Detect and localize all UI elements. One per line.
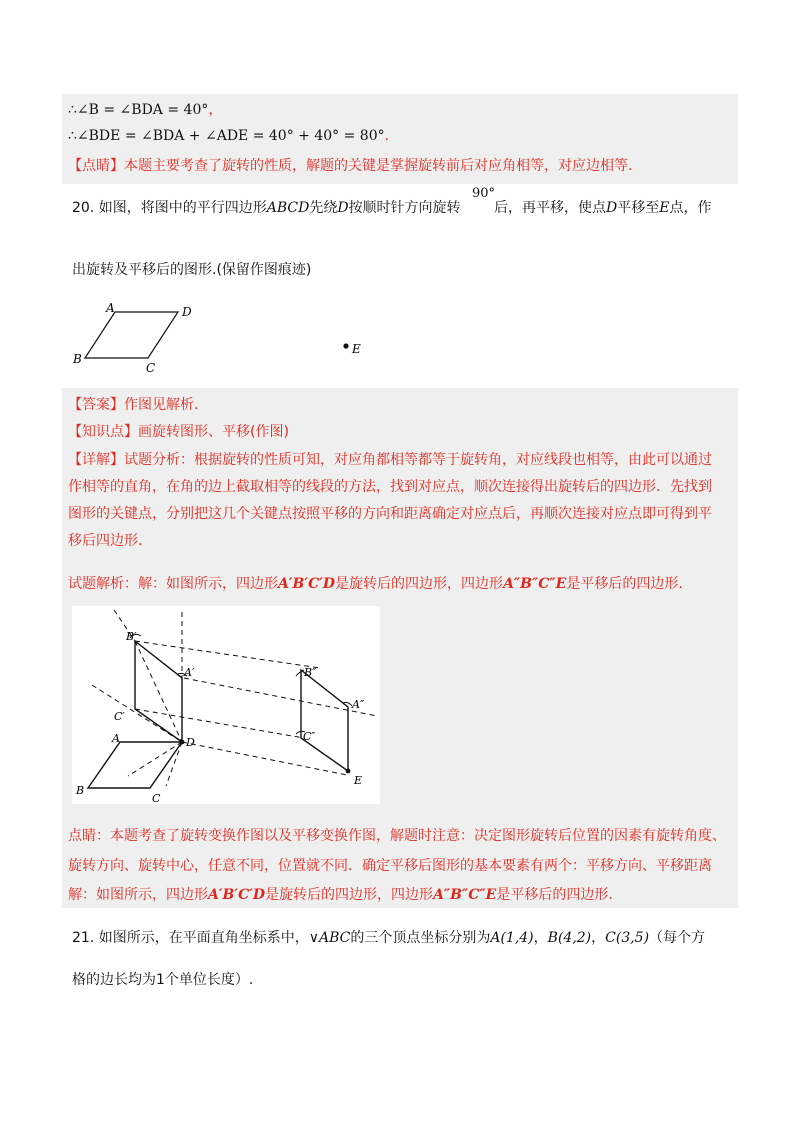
detail-line-4: 移后四边形.	[68, 533, 143, 549]
conclusion-line-1: ∴∠B = ∠BDA = 40°，	[68, 102, 223, 118]
knowledge-point-line: 【知识点】画旋转图形、平移(作图)	[68, 424, 289, 440]
point-a-coord: A(1,4)	[490, 930, 534, 946]
q20-number: 20.	[72, 200, 95, 216]
detail-line-1: 【详解】试题分析：根据旋转的性质可知，对应角都相等都等于旋转角，对应线段也相等，由此可以通过	[68, 452, 712, 468]
label-e: E	[352, 342, 361, 356]
triangle-abc: ∨ABC	[308, 930, 351, 946]
point-e-2	[346, 769, 351, 774]
label-d: D	[182, 305, 192, 319]
point-e	[343, 343, 348, 348]
knowledge-point-tag: 【知识点】	[68, 424, 138, 440]
parallelogram-abcd	[85, 312, 178, 358]
point-b-coord: B(4,2)	[547, 930, 592, 946]
label-b: B	[73, 352, 82, 366]
q20-line-1b: 后，再平移，使点D平移至E点，作	[494, 200, 712, 216]
label-a-2: A	[112, 732, 120, 745]
quad-original	[88, 742, 182, 788]
remark-line-3: 解：如图所示，四边形A′B′C′D是旋转后的四边形，四边形A″B″C″E是平移后的四边形.	[68, 887, 613, 903]
point-c-coord: C(3,5)	[605, 930, 650, 946]
q20-angle: 90°	[472, 186, 496, 201]
comment-text: 本题主要考查了旋转的性质，解题的关键是掌握旋转前后对应角相等，对应边相等.	[124, 158, 633, 174]
answer-line: 【答案】作图见解析.	[68, 397, 199, 413]
answer-tag: 【答案】	[68, 397, 124, 413]
remark-line-2: 旋转方向、旋转中心，任意不同，位置就不同．确定平移后图形的基本要素有两个：平移方向、平移距离	[68, 858, 712, 874]
label-a: A	[106, 301, 115, 315]
q21-line-2: 格的边长均为1个单位长度）.	[72, 972, 254, 988]
remark-line-1: 点睛：本题考查了旋转变换作图以及平移变换作图，解题时注意：决定图形旋转后位置的因素有旋转角度、	[68, 828, 726, 844]
q20-line-2: 出旋转及平移后的图形.(保留作图痕迹)	[72, 262, 312, 278]
label-b-prime: B′	[126, 630, 137, 643]
quad-translated	[301, 670, 348, 771]
label-c-prime: C′	[114, 710, 125, 723]
label-b-double: B″	[304, 666, 317, 679]
label-e-2: E	[354, 774, 363, 787]
label-c-2: C	[152, 792, 161, 804]
detail-line-2: 作相等的直角，在角的边上截取相等的线段的方法，找到对应点，顺次连接得出旋转后的四边形．先找到	[68, 479, 712, 495]
comment-line	[68, 156, 632, 176]
q20-line-1: 20. 如图，将图中的平行四边形ABCD先绕D按顺时针方向旋转	[72, 200, 461, 216]
q21-line-1: 21. 如图所示，在平面直角坐标系中，∨ABC的三个顶点坐标分别为A(1,4)，B(4,2)，C(3,5)（每个方	[72, 930, 706, 946]
q20-figure	[60, 296, 390, 376]
label-c: C	[146, 361, 156, 375]
conclusion-equation-2: ∴∠BDE = ∠BDA + ∠ADE = 40° + 40° = 80°	[68, 128, 385, 144]
solution-line: 试题解析：解：如图所示，四边形A′B′C′D是旋转后的四边形，四边形A″B″C″E是平移后的四边形.	[68, 576, 683, 592]
label-c-double: C″	[303, 730, 316, 743]
conclusion-line-2: ∴∠BDE = ∠BDA + ∠ADE = 40° + 40° = 80°．	[68, 128, 399, 144]
conclusion-equation-1: ∴∠B = ∠BDA = 40°	[68, 102, 209, 118]
detail-line-3: 图形的关键点，分别把这几个关键点按照平移的方向和距离确定对应点后，再顺次连接对应点即可得到平	[68, 506, 712, 522]
q21-number: 21.	[72, 930, 95, 946]
comment-tag: 【点睛】	[68, 158, 124, 174]
label-b-2: B	[76, 784, 85, 797]
detail-tag: 【详解】	[68, 452, 124, 468]
point-d	[180, 740, 185, 745]
label-d-2: D	[186, 736, 195, 749]
construction-figure	[72, 606, 380, 804]
label-a-double: A″	[352, 698, 365, 711]
label-a-prime: A′	[184, 666, 195, 679]
